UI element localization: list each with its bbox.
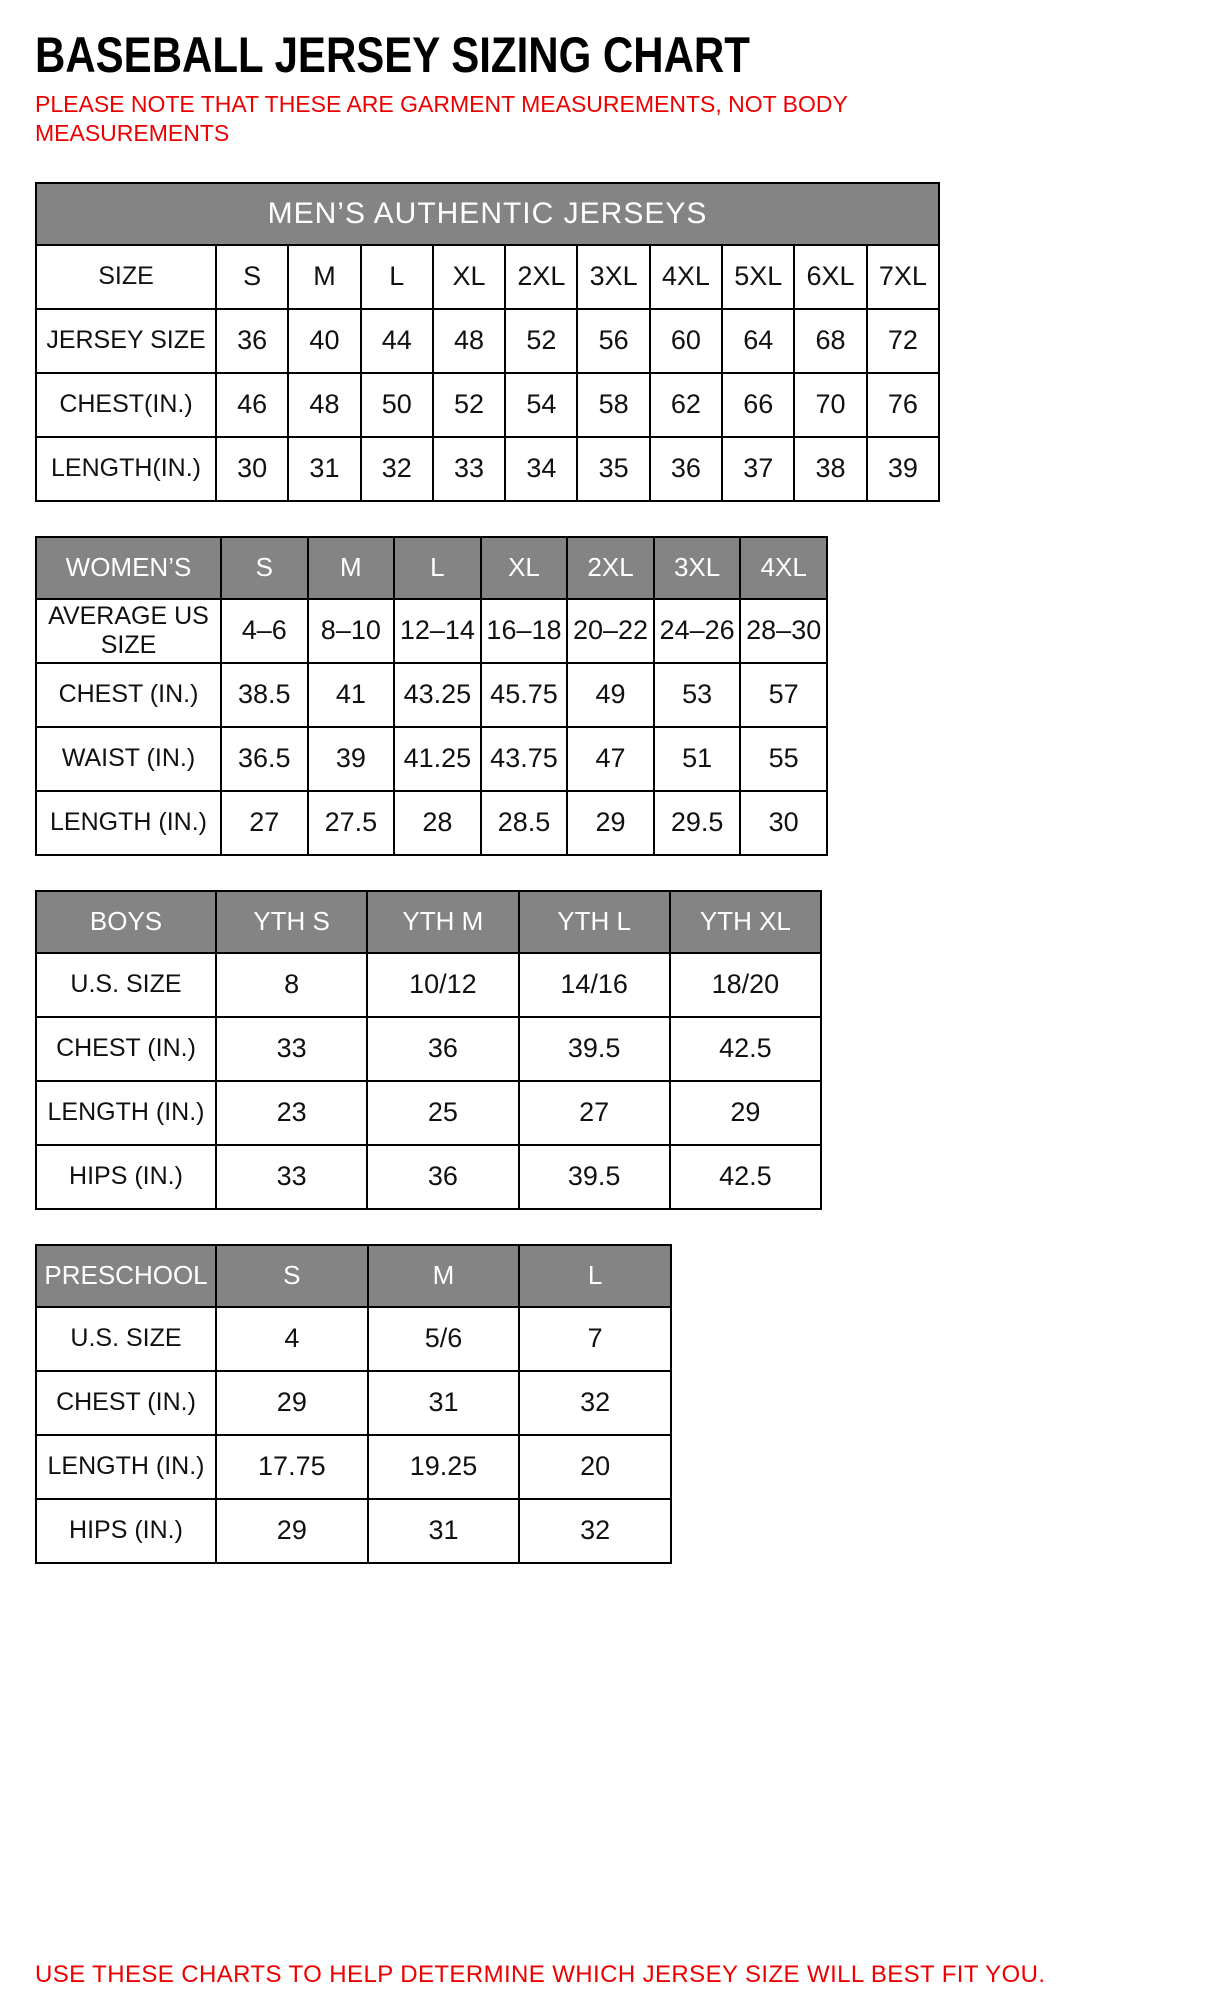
value-cell: 6XL xyxy=(794,245,866,309)
value-cell: 36 xyxy=(367,1017,518,1081)
measurement-note: PLEASE NOTE THAT THESE ARE GARMENT MEASUREMENTS, NOT BODY MEASUREMENTS xyxy=(35,91,848,146)
row-label-cell: LENGTH (IN.) xyxy=(36,791,221,855)
value-cell: 44 xyxy=(361,309,433,373)
value-cell: 27 xyxy=(519,1081,670,1145)
table-row xyxy=(36,791,827,855)
boys-sizing-table xyxy=(35,890,822,1210)
value-cell: 30 xyxy=(740,791,827,855)
value-cell: 7XL xyxy=(867,245,939,309)
boys-header-row xyxy=(36,891,821,953)
value-cell: 29 xyxy=(670,1081,821,1145)
value-cell: 31 xyxy=(288,437,360,501)
value-cell: 31 xyxy=(368,1499,520,1563)
value-cell: 41.25 xyxy=(394,727,481,791)
value-cell: 48 xyxy=(288,373,360,437)
table-row xyxy=(36,1307,671,1371)
value-cell: 46 xyxy=(216,373,288,437)
value-cell: 47 xyxy=(567,727,654,791)
value-cell: 33 xyxy=(433,437,505,501)
value-cell: 28–30 xyxy=(740,599,827,663)
value-cell: 42.5 xyxy=(670,1017,821,1081)
row-label-cell: CHEST(IN.) xyxy=(36,373,216,437)
value-cell: 41 xyxy=(308,663,395,727)
value-cell: 76 xyxy=(867,373,939,437)
row-label-cell: WAIST (IN.) xyxy=(36,727,221,791)
value-cell: 32 xyxy=(519,1371,671,1435)
mens-banner: MEN’S AUTHENTIC JERSEYS xyxy=(36,183,939,245)
value-cell: 10/12 xyxy=(367,953,518,1017)
row-label-cell: LENGTH (IN.) xyxy=(36,1435,216,1499)
value-cell: 14/16 xyxy=(519,953,670,1017)
value-cell: 19.25 xyxy=(368,1435,520,1499)
header-size-cell: L xyxy=(519,1245,671,1307)
value-cell: 28 xyxy=(394,791,481,855)
value-cell: 39.5 xyxy=(519,1145,670,1209)
header-label-cell: BOYS xyxy=(36,891,216,953)
row-label-cell: U.S. SIZE xyxy=(36,1307,216,1371)
value-cell: 18/20 xyxy=(670,953,821,1017)
value-cell: 50 xyxy=(361,373,433,437)
womens-sizing-table xyxy=(35,536,828,856)
row-label-cell: JERSEY SIZE xyxy=(36,309,216,373)
mens-sizing-table xyxy=(35,182,940,502)
table-row xyxy=(36,1081,821,1145)
value-cell: 60 xyxy=(650,309,722,373)
value-cell: 32 xyxy=(361,437,433,501)
value-cell: L xyxy=(361,245,433,309)
value-cell: 8 xyxy=(216,953,367,1017)
table-row xyxy=(36,1499,671,1563)
row-label-cell: HIPS (IN.) xyxy=(36,1145,216,1209)
value-cell: 2XL xyxy=(505,245,577,309)
value-cell: 70 xyxy=(794,373,866,437)
value-cell: 43.25 xyxy=(394,663,481,727)
value-cell: 68 xyxy=(794,309,866,373)
table-row xyxy=(36,245,939,309)
value-cell: 52 xyxy=(433,373,505,437)
table-row xyxy=(36,437,939,501)
value-cell: 29 xyxy=(216,1499,368,1563)
value-cell: 56 xyxy=(577,309,649,373)
row-label-cell: SIZE xyxy=(36,245,216,309)
value-cell: 27.5 xyxy=(308,791,395,855)
value-cell: 36 xyxy=(367,1145,518,1209)
value-cell: 20–22 xyxy=(567,599,654,663)
value-cell: 35 xyxy=(577,437,649,501)
table-row xyxy=(36,1145,821,1209)
value-cell: 39.5 xyxy=(519,1017,670,1081)
value-cell: M xyxy=(288,245,360,309)
row-label-cell: CHEST (IN.) xyxy=(36,1371,216,1435)
row-label-cell: U.S. SIZE xyxy=(36,953,216,1017)
table-row xyxy=(36,309,939,373)
header-size-cell: 4XL xyxy=(740,537,827,599)
value-cell: 31 xyxy=(368,1371,520,1435)
value-cell: 34 xyxy=(505,437,577,501)
value-cell: 55 xyxy=(740,727,827,791)
header-size-cell: S xyxy=(216,1245,368,1307)
value-cell: 33 xyxy=(216,1017,367,1081)
table-row xyxy=(36,373,939,437)
value-cell: 25 xyxy=(367,1081,518,1145)
value-cell: 52 xyxy=(505,309,577,373)
header-label-cell: PRESCHOOL xyxy=(36,1245,216,1307)
value-cell: S xyxy=(216,245,288,309)
value-cell: 17.75 xyxy=(216,1435,368,1499)
value-cell: 40 xyxy=(288,309,360,373)
value-cell: 58 xyxy=(577,373,649,437)
value-cell: 29 xyxy=(216,1371,368,1435)
row-label-cell: AVERAGE US SIZE xyxy=(36,599,221,663)
value-cell: 66 xyxy=(722,373,794,437)
value-cell: 33 xyxy=(216,1145,367,1209)
table-row xyxy=(36,953,821,1017)
value-cell: 64 xyxy=(722,309,794,373)
value-cell: 57 xyxy=(740,663,827,727)
header-size-cell: M xyxy=(308,537,395,599)
value-cell: 4XL xyxy=(650,245,722,309)
value-cell: 7 xyxy=(519,1307,671,1371)
header-size-cell: 2XL xyxy=(567,537,654,599)
value-cell: 42.5 xyxy=(670,1145,821,1209)
value-cell: 4–6 xyxy=(221,599,308,663)
header-size-cell: M xyxy=(368,1245,520,1307)
value-cell: 8–10 xyxy=(308,599,395,663)
value-cell: 45.75 xyxy=(481,663,568,727)
value-cell: 5XL xyxy=(722,245,794,309)
womens-header-row xyxy=(36,537,827,599)
row-label-cell: LENGTH (IN.) xyxy=(36,1081,216,1145)
value-cell: 27 xyxy=(221,791,308,855)
value-cell: 43.75 xyxy=(481,727,568,791)
header-size-cell: YTH S xyxy=(216,891,367,953)
value-cell: 28.5 xyxy=(481,791,568,855)
value-cell: XL xyxy=(433,245,505,309)
table-row xyxy=(36,1017,821,1081)
table-row xyxy=(36,1435,671,1499)
row-label-cell: LENGTH(IN.) xyxy=(36,437,216,501)
row-label-cell: HIPS (IN.) xyxy=(36,1499,216,1563)
row-label-cell: CHEST (IN.) xyxy=(36,663,221,727)
value-cell: 12–14 xyxy=(394,599,481,663)
table-row xyxy=(36,727,827,791)
value-cell: 49 xyxy=(567,663,654,727)
header-size-cell: 3XL xyxy=(654,537,741,599)
value-cell: 29.5 xyxy=(654,791,741,855)
value-cell: 16–18 xyxy=(481,599,568,663)
table-row xyxy=(36,599,827,663)
value-cell: 23 xyxy=(216,1081,367,1145)
value-cell: 38 xyxy=(794,437,866,501)
value-cell: 51 xyxy=(654,727,741,791)
value-cell: 39 xyxy=(308,727,395,791)
value-cell: 36 xyxy=(216,309,288,373)
value-cell: 32 xyxy=(519,1499,671,1563)
value-cell: 38.5 xyxy=(221,663,308,727)
value-cell: 48 xyxy=(433,309,505,373)
table-row xyxy=(36,663,827,727)
table-row xyxy=(36,1371,671,1435)
value-cell: 4 xyxy=(216,1307,368,1371)
header-label-cell: WOMEN’S xyxy=(36,537,221,599)
header-size-cell: YTH L xyxy=(519,891,670,953)
value-cell: 5/6 xyxy=(368,1307,520,1371)
header-size-cell: YTH XL xyxy=(670,891,821,953)
value-cell: 29 xyxy=(567,791,654,855)
value-cell: 3XL xyxy=(577,245,649,309)
value-cell: 37 xyxy=(722,437,794,501)
header-size-cell: L xyxy=(394,537,481,599)
value-cell: 72 xyxy=(867,309,939,373)
page-title: BASEBALL JERSEY SIZING CHART xyxy=(35,27,750,83)
footer-note: USE THESE CHARTS TO HELP DETERMINE WHICH JERSEY SIZE WILL BEST FIT YOU. xyxy=(35,1960,1046,1988)
preschool-header-row xyxy=(36,1245,671,1307)
header-size-cell: XL xyxy=(481,537,568,599)
header-size-cell: YTH M xyxy=(367,891,518,953)
value-cell: 36.5 xyxy=(221,727,308,791)
value-cell: 20 xyxy=(519,1435,671,1499)
preschool-sizing-table xyxy=(35,1244,672,1564)
value-cell: 54 xyxy=(505,373,577,437)
value-cell: 24–26 xyxy=(654,599,741,663)
value-cell: 53 xyxy=(654,663,741,727)
value-cell: 62 xyxy=(650,373,722,437)
value-cell: 30 xyxy=(216,437,288,501)
value-cell: 36 xyxy=(650,437,722,501)
header-size-cell: S xyxy=(221,537,308,599)
value-cell: 39 xyxy=(867,437,939,501)
row-label-cell: CHEST (IN.) xyxy=(36,1017,216,1081)
